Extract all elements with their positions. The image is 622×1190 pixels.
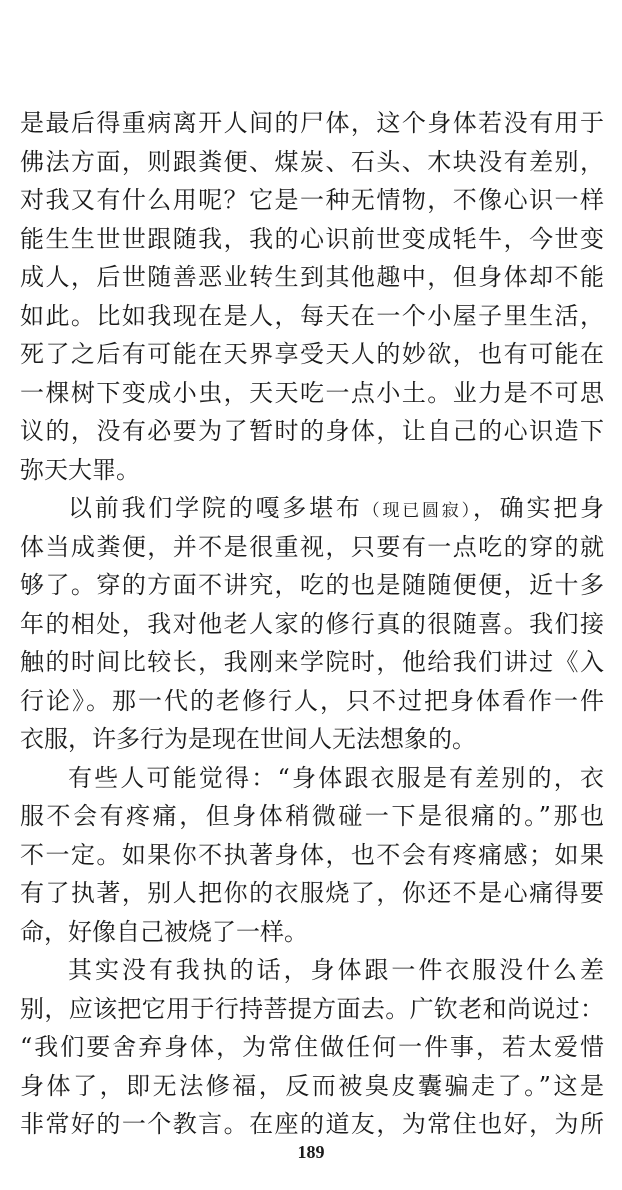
parenthetical-note: （现已圆寂） (362, 501, 473, 521)
text-line: 能生生世世跟随我，我的心识前世变成牦牛，今世变 (20, 224, 604, 253)
text-line: 佛法方面，则跟粪便、煤炭、石头、木块没有差别， (20, 147, 604, 176)
text-line: 是最后得重病离开人间的尸体，这个身体若没有用于 (20, 109, 604, 137)
text-line: 行论》。那一代的老修行人，只不过把身体看作一件 (20, 686, 604, 715)
page-number: 189 (297, 1142, 325, 1162)
text-line: 弥天大罪。 (20, 455, 140, 484)
paragraph-1 (20, 104, 604, 489)
text-line: 其实没有我执的话，身体跟一件衣服没什么差 (68, 956, 604, 984)
text-line: 服不会有疼痛，但身体稍微碰一下是很痛的。”那也 (20, 802, 604, 830)
text-line: 死了之后有可能在天界享受天人的妙欲，也有可能在 (20, 340, 604, 368)
text-span: 以前我们学院的嘎多堪布 (68, 494, 363, 522)
text-line: 成人，后世随善恶业转生到其他趣中，但身体却不能 (20, 263, 604, 291)
text-line: “我们要舍弃身体，为常住做任何一件事，若太爱惜 (20, 1033, 604, 1061)
text-line: 如此。比如我现在是人，每天在一个小屋子里生活， (20, 301, 604, 330)
paragraph-3 (20, 759, 604, 952)
body-text (20, 104, 604, 1144)
text-line: 一棵树下变成小虫，天天吃一点小土。业力是不可思 (20, 378, 604, 407)
text-line: 别，应该把它用于行持菩提方面去。广钦老和尚说过： (20, 994, 604, 1023)
text-line: 有了执著，别人把你的衣服烧了，你还不是心痛得要 (20, 879, 604, 907)
text-line: 命，好像自己被烧了一样。 (20, 917, 308, 946)
text-line: 对我又有什么用呢？它是一种无情物，不像心识一样 (20, 186, 604, 214)
text-line (20, 489, 604, 528)
text-line: 体当成粪便，并不是很重视，只要有一点吃的穿的就 (20, 532, 604, 561)
text-span: ，确实把身 (472, 494, 604, 522)
text-line: 议的，没有必要为了暂时的身体，让自己的心识造下 (20, 417, 604, 445)
paragraph-4 (20, 951, 604, 1144)
text-line: 年的相处，我对他老人家的修行真的很随喜。我们接 (20, 609, 604, 638)
text-line: 非常好的一个教言。在座的道友，为常住也好，为所 (20, 1110, 604, 1138)
paragraph-2 (20, 489, 604, 759)
text-line: 衣服，许多行为是现在世间人无法想象的。 (20, 725, 476, 753)
text-line: 触的时间比较长，我刚来学院时，他给我们讲过《入 (20, 648, 604, 676)
text-line: 有些人可能觉得：“身体跟衣服是有差别的，衣 (68, 763, 604, 792)
text-line: 不一定。如果你不执著身体，也不会有疼痛感；如果 (20, 840, 604, 869)
text-line: 够了。穿的方面不讲究，吃的也是随随便便，近十多 (20, 571, 604, 599)
text-line: 身体了，即无法修福，反而被臭皮囊骗走了。”这是 (20, 1071, 604, 1100)
